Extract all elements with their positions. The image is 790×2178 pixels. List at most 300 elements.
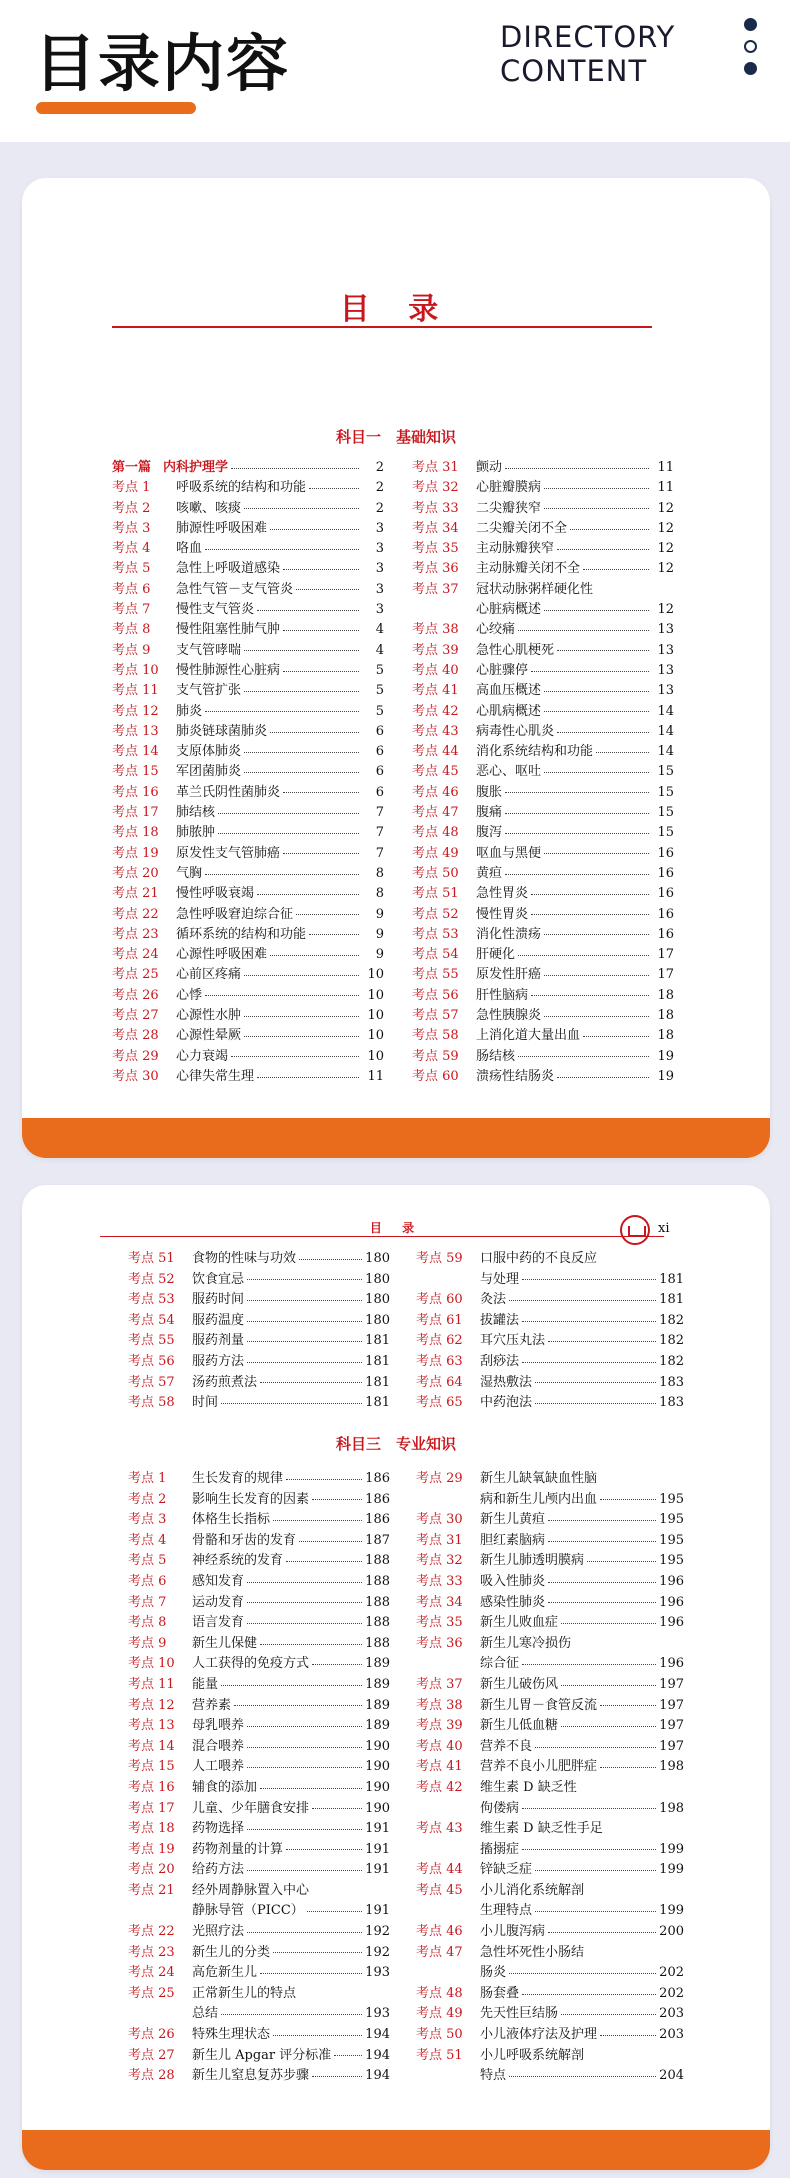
toc-entry[interactable] [128,1510,390,1531]
toc-entry[interactable] [112,681,384,701]
entry-title: 服药剂量 [192,1333,245,1349]
dot-leader [505,468,649,469]
toc-entry[interactable] [416,1249,684,1270]
entry-title: 支原体肺炎 [176,744,242,760]
toc-entry[interactable] [416,1634,684,1655]
entry-title: 新生儿的分类 [192,1944,271,1960]
entry-title: 循环系统的结构和功能 [176,926,307,942]
toc-entry[interactable] [416,1572,684,1593]
toc-entry[interactable] [416,1716,684,1737]
entry-label: 考点 61 [416,1312,463,1328]
toc-entry[interactable] [128,1393,390,1414]
entry-title: 心绞痛 [476,622,516,638]
entry-title: 颤动 [476,460,503,475]
toc-entry[interactable] [412,823,674,843]
entry-label: 考点 11 [128,1676,175,1692]
entry-label: 考点 10 [128,1656,175,1672]
entry-page: 194 [365,2047,390,2063]
entry-label: 考点 31 [412,460,459,475]
toc-entry[interactable] [112,580,384,600]
entry-page: 6 [375,744,384,760]
toc-entry[interactable] [412,965,674,985]
entry-title: 原发性肝癌 [476,967,542,983]
toc-entry[interactable] [112,519,384,539]
entry-label: 考点 3 [128,1512,167,1528]
toc-entry[interactable] [412,762,674,782]
toc-entry[interactable] [128,1799,390,1820]
toc-entry[interactable] [128,1373,390,1394]
toc-entry[interactable] [128,1249,390,1270]
entry-title: 心力衰竭 [176,1048,229,1064]
dot-leader [557,732,649,733]
toc-entry[interactable] [112,1006,384,1026]
entry-title: 急性心肌梗死 [476,642,555,658]
toc-entry[interactable] [416,1510,684,1531]
toc-entry[interactable] [128,1675,390,1696]
toc-entry[interactable] [416,1881,684,1902]
toc-entry[interactable] [112,559,384,579]
dot-leader [505,813,649,814]
toc-entry[interactable] [412,925,674,945]
entry-page: 16 [657,906,674,922]
entry-page: 4 [375,622,384,638]
card-footer-bar [22,1118,770,1158]
dot-leader [334,2055,362,2056]
toc-entry[interactable] [416,1490,684,1511]
toc-entry[interactable] [416,1331,684,1352]
entry-label: 考点 56 [128,1353,175,1369]
entry-title: 给药方法 [192,1862,245,1878]
dot-leader [283,671,359,672]
entry-label: 考点 27 [112,1008,159,1024]
toc-entry[interactable] [416,1675,684,1696]
dot-leader [544,508,649,509]
page-dot-1[interactable] [744,18,757,31]
entry-label: 考点 65 [416,1395,463,1411]
entry-label: 考点 18 [128,1821,175,1837]
dot-leader [544,711,649,712]
entry-title: 小儿液体疗法及护理 [480,2027,598,2043]
header-accent-bar [36,102,196,114]
dot-leader [505,874,649,875]
toc-entry[interactable] [416,2004,684,2025]
toc-entry[interactable] [416,1840,684,1861]
toc-entry[interactable] [112,539,384,559]
toc-entry[interactable] [412,1006,674,1026]
toc-entry[interactable] [128,1696,390,1717]
entry-label: 考点 28 [128,2068,175,2084]
toc-entry[interactable] [412,620,674,640]
toc-entry[interactable] [112,762,384,782]
toc-entry[interactable] [112,783,384,803]
toc-entry[interactable] [412,742,674,762]
entry-title: 光照疗法 [192,1924,245,1940]
entry-page: 13 [657,622,674,638]
entry-title: 慢性阻塞性肺气肿 [176,622,281,638]
entry-label: 考点 48 [416,1985,463,2001]
dot-leader [548,1541,656,1542]
toc-entry[interactable] [416,1799,684,1820]
toc-entry[interactable] [416,2066,684,2087]
toc-entry[interactable] [112,742,384,762]
entry-label: 考点 60 [412,1068,459,1084]
entry-label: 考点 5 [128,1553,167,1569]
dot-leader [221,1685,362,1686]
entry-title: 刮痧法 [480,1353,520,1369]
entry-label: 考点 50 [416,2027,463,2043]
entry-label: 考点 49 [416,2006,463,2022]
toc-entry[interactable] [112,1067,384,1087]
entry-page: 5 [375,683,384,699]
entry-title: 冠状动脉粥样硬化性 [476,581,594,597]
toc-entry[interactable] [128,1290,390,1311]
toc-entry[interactable] [112,499,384,519]
toc-entry[interactable] [416,1270,684,1291]
toc-entry[interactable] [128,1819,390,1840]
toc-entry[interactable] [412,986,674,1006]
dot-leader [531,894,649,895]
entry-title: 能量 [192,1676,219,1692]
dot-leader [260,1644,362,1645]
entry-title: 肠套叠 [480,1985,520,2001]
toc-entry[interactable] [128,2066,390,2087]
toc-entry[interactable] [128,2046,390,2067]
toc-entry[interactable] [412,945,674,965]
dot-leader [221,2014,362,2015]
toc-entry[interactable] [112,478,384,498]
dot-leader [270,955,359,956]
entry-page: 19 [657,1048,674,1064]
dot-leader [600,1499,656,1500]
toc-entry[interactable] [416,1531,684,1552]
toc-entry[interactable] [128,1881,390,1902]
entry-page: 11 [657,480,674,496]
toc-entry[interactable] [128,1654,390,1675]
entry-title: 急性坏死性小肠结 [480,1944,585,1960]
entry-page: 180 [365,1251,390,1266]
toc-entry[interactable] [416,1757,684,1778]
entry-page: 18 [657,1028,674,1044]
toc-entry[interactable] [112,661,384,681]
toc-title: 目 录 [339,292,453,327]
entry-page: 12 [657,500,674,516]
toc-entry[interactable] [112,844,384,864]
entry-label: 考点 15 [112,764,159,780]
dot-leader [283,853,359,854]
toc-entry[interactable] [416,1654,684,1675]
entry-page: 10 [367,1008,384,1024]
entry-title: 经外周静脉置入中心 [192,1882,310,1898]
entry-title: 肠结核 [476,1048,516,1064]
page-dot-2[interactable] [744,40,757,53]
toc-entry[interactable] [128,1757,390,1778]
entry-title: 服药温度 [192,1312,245,1328]
dot-leader [583,569,649,570]
entry-title: 母乳喂养 [192,1718,245,1734]
toc-entry[interactable] [112,905,384,925]
section-heading-1: 科目一 基础知识 [335,428,456,446]
toc-entry[interactable] [112,1047,384,1067]
entry-page: 183 [659,1395,684,1411]
toc-entry[interactable] [128,1840,390,1861]
entry-label: 考点 15 [128,1759,175,1775]
entry-label: 考点 48 [412,825,459,841]
entry-label: 考点 25 [128,1985,175,2001]
dot-leader [257,1077,359,1078]
dot-leader [600,2035,656,2036]
toc-entry[interactable] [412,539,674,559]
dot-leader [273,2035,362,2036]
toc-entry[interactable] [112,945,384,965]
entry-label: 考点 5 [112,561,151,577]
entry-label: 考点 21 [112,886,159,902]
running-head-title: 目 录 [369,1221,423,1235]
dot-leader [518,955,649,956]
entry-page: 9 [375,906,384,922]
toc-entry[interactable] [112,864,384,884]
toc-entry[interactable] [416,1469,684,1490]
dot-leader [205,549,359,550]
toc-entry[interactable] [128,1490,390,1511]
toc-entry[interactable] [128,1531,390,1552]
toc-entry[interactable] [416,1984,684,2005]
toc-entry[interactable] [412,600,674,620]
entry-label: 考点 17 [128,1800,175,1816]
dot-leader [509,1300,656,1301]
toc-entry[interactable] [412,661,674,681]
toc-entry[interactable] [128,1469,390,1490]
toc-entry[interactable] [112,722,384,742]
entry-title: 辅食的添加 [192,1779,258,1795]
toc-entry[interactable] [412,458,674,478]
entry-label: 考点 25 [112,967,159,983]
toc-column-left-2 [128,1469,390,2087]
entry-page: 198 [659,1800,684,1816]
entry-page: 190 [365,1738,390,1754]
entry-title: 肺脓肿 [176,825,216,841]
entry-title: 维生素 D 缺乏性 [480,1779,577,1795]
toc-entry[interactable] [416,1696,684,1717]
toc-entry[interactable] [112,965,384,985]
toc-entry[interactable] [416,1352,684,1373]
toc-entry[interactable] [112,925,384,945]
toc-entry[interactable] [112,803,384,823]
dot-leader [587,1561,656,1562]
entry-label: 考点 40 [416,1738,463,1754]
toc-entry[interactable] [128,1311,390,1332]
dot-leader [247,1829,362,1830]
dot-leader [561,2014,656,2015]
toc-entry[interactable] [412,844,674,864]
toc-entry[interactable] [128,1778,390,1799]
toc-entry[interactable] [112,620,384,640]
entry-label: 考点 30 [112,1068,159,1084]
entry-page: 181 [659,1271,684,1287]
toc-entry[interactable] [412,884,674,904]
toc-entry[interactable] [112,986,384,1006]
entry-title: 新生儿保健 [192,1635,258,1651]
page-dot-3[interactable] [744,62,757,75]
toc-entry[interactable] [412,559,674,579]
toc-entry[interactable] [416,1943,684,1964]
dot-leader [309,934,359,935]
toc-entry[interactable] [416,1778,684,1799]
entry-label: 考点 32 [416,1553,463,1569]
toc-entry[interactable] [112,641,384,661]
dot-leader [218,813,359,814]
entry-page: 188 [365,1635,390,1651]
toc-entry[interactable] [128,2025,390,2046]
entry-page: 191 [365,1862,390,1878]
toc-entry[interactable] [416,1613,684,1634]
toc-entry[interactable] [416,1901,684,1922]
entry-label: 考点 46 [412,784,459,800]
dot-leader [522,1994,656,1995]
toc-entry[interactable] [128,1737,390,1758]
dot-leader [296,914,359,915]
dot-leader [583,1036,649,1037]
toc-entry[interactable] [416,1290,684,1311]
entry-page: 199 [659,1862,684,1878]
dot-leader [548,1582,656,1583]
toc-column-right-2 [416,1469,684,2087]
toc-entry[interactable] [112,823,384,843]
toc-entry[interactable] [412,478,674,498]
entry-label: 考点 10 [112,662,159,678]
entry-label: 考点 2 [112,500,151,516]
toc-entry[interactable] [412,1067,674,1087]
dot-leader [283,569,359,570]
dot-leader [531,914,649,915]
toc-entry[interactable] [412,641,674,661]
entry-title: 儿童、少年膳食安排 [192,1800,310,1816]
toc-entry[interactable] [416,1393,684,1414]
entry-page: 10 [367,987,384,1003]
entry-label: 考点 2 [128,1491,167,1507]
toc-entry[interactable] [412,681,674,701]
entry-label: 考点 20 [128,1862,175,1878]
toc-entry[interactable] [412,499,674,519]
entry-label: 考点 45 [412,764,459,780]
toc-entry[interactable] [128,1270,390,1291]
entry-page: 180 [365,1312,390,1328]
toc-entry[interactable] [128,1943,390,1964]
toc-entry[interactable] [128,1593,390,1614]
toc-entry[interactable] [416,2046,684,2067]
toc-part-row[interactable] [112,458,384,478]
entry-label: 考点 55 [128,1333,175,1349]
toc-entry[interactable] [128,1922,390,1943]
entry-label: 考点 31 [416,1532,463,1548]
entry-label: 考点 33 [416,1573,463,1589]
entry-page: 188 [365,1553,390,1569]
toc-entry[interactable] [112,1026,384,1046]
toc-entry[interactable] [412,580,674,600]
entry-label: 考点 35 [416,1615,463,1631]
entry-label: 考点 19 [128,1841,175,1857]
toc-entry[interactable] [128,1613,390,1634]
entry-title: 咯血 [176,541,203,557]
toc-entry[interactable] [412,803,674,823]
toc-entry[interactable] [416,1963,684,1984]
toc-entry[interactable] [128,1984,390,2005]
entry-label: 考点 59 [416,1251,463,1266]
toc-entry[interactable] [416,1593,684,1614]
toc-entry[interactable] [412,905,674,925]
toc-entry[interactable] [416,1819,684,1840]
toc-entry[interactable] [128,1901,390,1922]
entry-title: 咳嗽、咳痰 [176,500,242,516]
dot-leader [544,1016,649,1017]
entry-title: 病和新生儿颅内出血 [480,1491,598,1507]
toc-entry[interactable] [416,1860,684,1881]
entry-label: 考点 51 [416,2047,463,2063]
toc-entry[interactable] [128,1551,390,1572]
toc-entry[interactable] [412,783,674,803]
entry-title: 主动脉瓣狭窄 [476,541,555,557]
entry-label: 考点 4 [128,1532,167,1548]
entry-title: 革兰氏阴性菌肺炎 [176,784,281,800]
toc-entry[interactable] [128,1572,390,1593]
toc-entry[interactable] [416,1551,684,1572]
toc-entry[interactable] [412,702,674,722]
toc-entry[interactable] [112,702,384,722]
entry-title: 锌缺乏症 [480,1862,533,1878]
entry-title: 病毒性心肌炎 [476,723,555,739]
toc-entry[interactable] [416,1922,684,1943]
dot-leader [286,1561,362,1562]
toc-entry[interactable] [128,1860,390,1881]
entry-label: 考点 4 [112,541,151,557]
entry-label: 考点 37 [412,581,459,597]
entry-page: 17 [657,967,674,983]
entry-page: 197 [659,1697,684,1713]
toc-entry[interactable] [416,1311,684,1332]
toc-entry[interactable] [412,519,674,539]
toc-entry[interactable] [128,2004,390,2025]
dot-leader [548,1520,656,1521]
toc-entry[interactable] [412,1026,674,1046]
entry-title: 语言发育 [192,1615,245,1631]
toc-entry[interactable] [128,1963,390,1984]
toc-entry[interactable] [128,1634,390,1655]
entry-page: 182 [659,1312,684,1328]
entry-page: 189 [365,1718,390,1734]
dot-leader [531,995,649,996]
entry-page: 7 [375,805,384,821]
dot-leader [531,671,649,672]
toc-entry[interactable] [412,722,674,742]
toc-entry[interactable] [128,1331,390,1352]
entry-page: 6 [375,764,384,780]
entry-page: 181 [659,1292,684,1308]
entry-page: 190 [365,1779,390,1795]
toc-entry[interactable] [416,1737,684,1758]
entry-title: 药物剂量的计算 [192,1841,284,1857]
entry-title: 新生儿败血症 [480,1615,559,1631]
entry-label: 考点 28 [112,1028,159,1044]
entry-page: 197 [659,1718,684,1734]
toc-entry[interactable] [128,1716,390,1737]
toc-entry[interactable] [416,2025,684,2046]
entry-label: 考点 38 [416,1697,463,1713]
toc-entry[interactable] [128,1352,390,1373]
toc-entry[interactable] [112,600,384,620]
toc-entry[interactable] [416,1373,684,1394]
toc-entry[interactable] [412,1047,674,1067]
toc-entry[interactable] [112,884,384,904]
toc-entry[interactable] [412,864,674,884]
